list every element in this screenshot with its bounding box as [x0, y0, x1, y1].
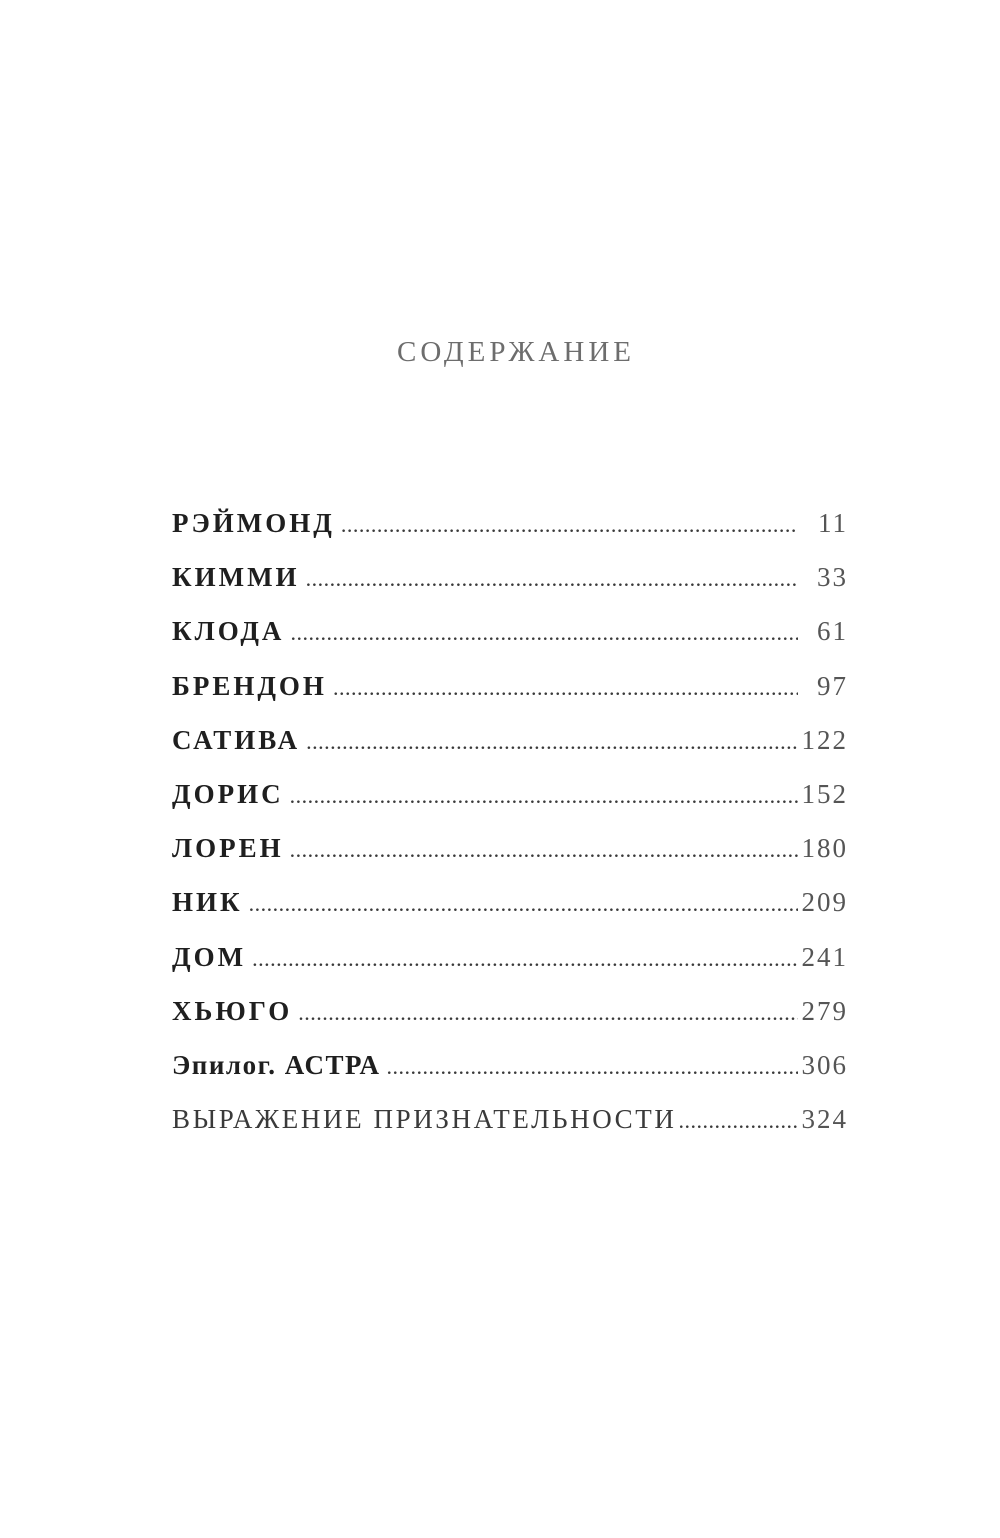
toc-entry-page: 279 [801, 995, 848, 1026]
toc-entry-raymond [172, 508, 848, 562]
toc-entry-label: САТИВА [172, 724, 301, 755]
toc-entry-label: Эпилог. АСТРА [172, 1049, 381, 1080]
toc-dot-leader [290, 783, 798, 809]
toc-entry-label: ДОМ [172, 941, 247, 972]
toc-entry-hugo [172, 996, 848, 1050]
toc-entry-page: 152 [801, 778, 848, 809]
toc-entry-page: 33 [817, 562, 848, 593]
toc-entry-label: КИММИ [172, 562, 300, 593]
toc-entry-page: 209 [801, 887, 848, 918]
table-of-contents [172, 508, 848, 1158]
toc-entry-acknowledgements [172, 1104, 848, 1158]
toc-entry-label: РЭЙМОНД [172, 508, 335, 538]
toc-entry-dom [172, 942, 848, 996]
toc-entry-label: ЛОРЕН [172, 833, 284, 864]
toc-dot-leader [290, 837, 798, 863]
toc-entry-label: ХЬЮГО [172, 995, 293, 1026]
toc-dot-leader [290, 620, 798, 646]
toc-dot-leader [298, 1000, 798, 1026]
toc-dot-leader [249, 891, 798, 917]
toc-entry-sativa [172, 725, 848, 779]
toc-entry-label: НИК [172, 887, 243, 918]
toc-entry-page: 324 [801, 1104, 848, 1135]
page-title: СОДЕРЖАНИЕ [397, 336, 635, 368]
toc-entry-nik [172, 887, 848, 941]
toc-entry-doris [172, 779, 848, 833]
toc-entry-loren [172, 833, 848, 887]
toc-entry-label: ВЫРАЖЕНИЕ ПРИЗНАТЕЛЬНОСТИ [172, 1104, 677, 1135]
toc-dot-leader [333, 675, 798, 701]
toc-entry-page: 11 [818, 508, 848, 538]
toc-dot-leader [678, 1108, 798, 1134]
toc-entry-epilogue [172, 1050, 848, 1104]
toc-entry-page: 122 [801, 724, 848, 755]
toc-entry-page: 61 [817, 616, 848, 647]
toc-entry-kimmi [172, 562, 848, 616]
toc-dot-leader [387, 1054, 799, 1080]
toc-entry-page: 97 [817, 670, 848, 701]
toc-dot-leader [341, 512, 798, 538]
toc-entry-page: 241 [801, 941, 848, 972]
toc-dot-leader [306, 566, 798, 592]
toc-entry-page: 180 [801, 833, 848, 864]
toc-entry-label: БРЕНДОН [172, 670, 327, 701]
toc-dot-leader [306, 729, 798, 755]
toc-entry-kloda [172, 616, 848, 670]
toc-dot-leader [252, 946, 798, 972]
toc-entry-brendon [172, 671, 848, 725]
toc-entry-page: 306 [801, 1049, 848, 1080]
toc-entry-label: ДОРИС [172, 778, 284, 809]
toc-entry-label: КЛОДА [172, 616, 285, 647]
